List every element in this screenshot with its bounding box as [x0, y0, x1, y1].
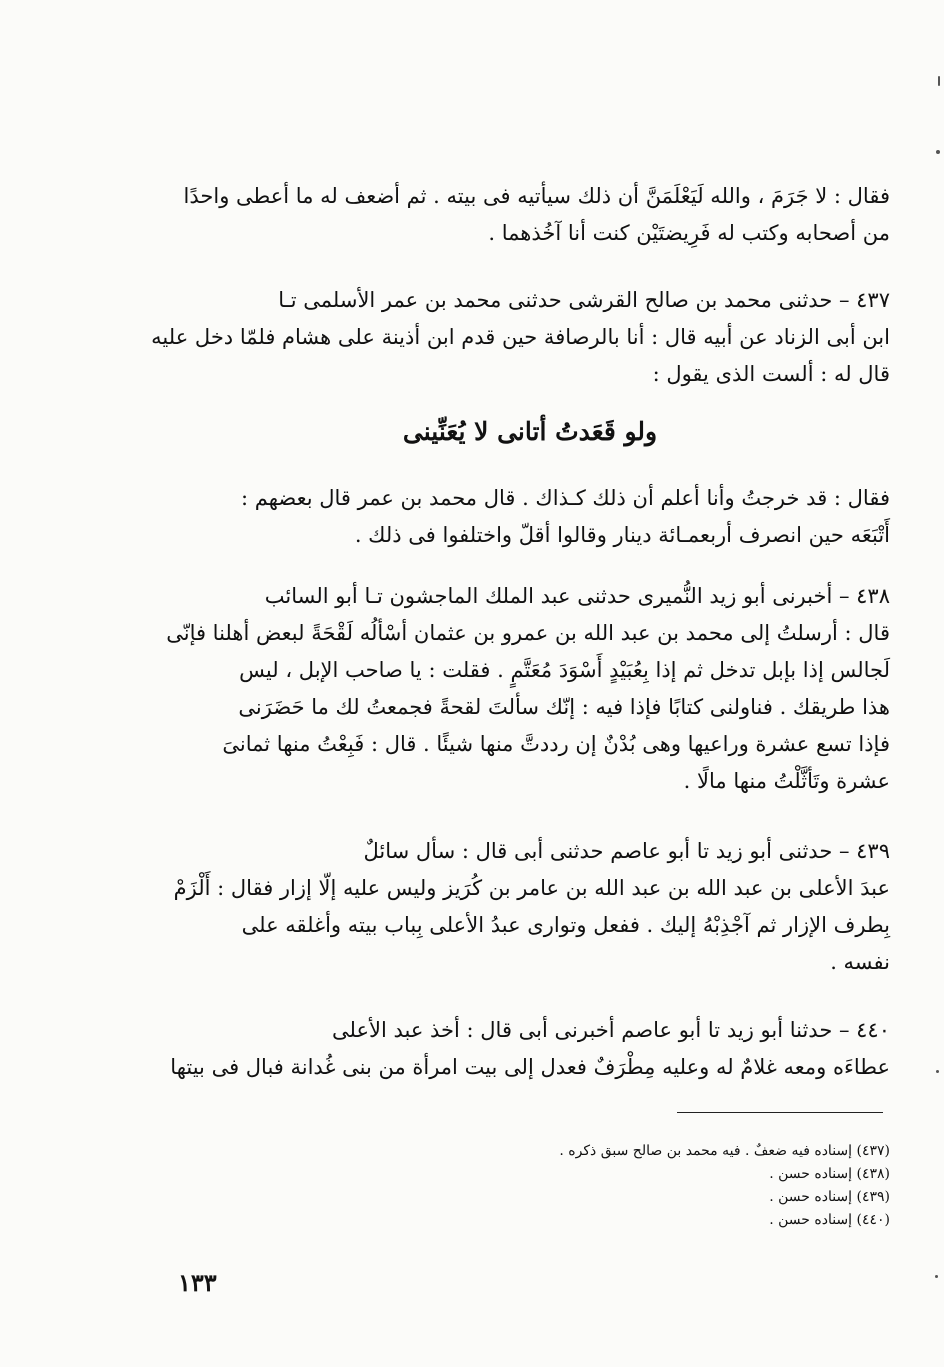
footnote-divider: [677, 1112, 883, 1113]
verse-line: ولو قَعَدتُ أتانى لا يُعَنِّينى: [402, 417, 658, 446]
text-line: من أصحابه وكتب له فَرِيضتَيْن كنت أنا آخُذهما .: [488, 221, 890, 245]
text-line: هذا طريقك . فناولنى كتابًا فإذا فيه : إنّك سألتَ لقحةً فجمعتُ لك ما حَضَرَنى: [238, 695, 890, 719]
text-line: ابن أبى الزناد عن أبيه قال : أنا بالرصافة حين قدم ابن أذينة على هشام فلمّا دخل عليه: [151, 325, 890, 349]
text-line: فقال : قد خرجتُ وأنا أعلم أن ذلك كـذاك . قال محمد بن عمر قال بعضهم :: [240, 486, 890, 510]
text-line: عطاءَه ومعه غلامٌ له وعليه مِطْرَفٌ فعدل إلى بيت امرأة من بنى غُدانة فبال فى بيتها: [170, 1055, 890, 1079]
text-line: أَتْبَعَه حين انصرف أربعمـائة دينار وقالوا أقلّ واختلفوا فى ذلك .: [354, 523, 890, 547]
text-line: عبدَ الأعلى بن عبد الله بن عبد الله بن عامر بن كُرَيز وليس عليه إلّا إزار فقال : أَلْزَمْ: [173, 876, 890, 900]
paragraph-438: [166, 578, 890, 800]
text-line: ٤٣٧ – حدثنى محمد بن صالح القرشى حدثنى محمد بن عمر الأسلمى تـا: [278, 288, 890, 312]
text-line: ٤٤٠ – حدثنا أبو زيد تا أبو عاصم أخبرنى أبى قال : أخذ عبد الأعلى: [332, 1018, 890, 1042]
text-line: قال له : ألست الذى يقول :: [652, 362, 890, 386]
paragraph-440: [170, 1012, 890, 1086]
text-line: فإذا تسع عشرة وراعيها وهى بُدْنٌ إن رددتَّ منها شيئًا . قال : فَبِعْتُ منها ثمانىَ: [222, 732, 890, 756]
footnote: (٤٤٠) إسناده حسن .: [769, 1212, 890, 1228]
scan-speck: [935, 1275, 938, 1278]
footnote: (٤٣٩) إسناده حسن .: [769, 1189, 890, 1205]
footnotes: [400, 1140, 890, 1232]
paragraph-437: [151, 282, 890, 393]
paragraph-after-verse: [170, 480, 890, 554]
text-line: عشرة وتَأثَّلْتُ منها مالًا .: [683, 769, 890, 793]
page-number: ١٣٣: [178, 1268, 217, 1297]
footnote: (٤٣٨) إسناده حسن .: [769, 1166, 890, 1182]
text-line: فقال : لا جَرَمَ ، والله لَيَعْلَمَنَّ أن ذلك سيأتيه فى بيته . ثم أضعف له ما أعطى واحدًا: [183, 184, 890, 208]
scan-speck: [936, 1070, 939, 1073]
paragraph-continuation: [170, 178, 890, 252]
text-line: بِطرف الإزار ثم آجْذِبْهُ إليك . ففعل وتوارى عبدُ الأعلى بِباب بيته وأغلقه على: [241, 913, 890, 937]
text-line: ٤٣٨ – أخبرنى أبو زيد النُّميرى حدثنى عبد الملك الماجشون تـا أبو السائب: [264, 584, 890, 608]
text-line: نفسه .: [830, 950, 890, 974]
text-line: قال : أرسلتُ إلى محمد بن عبد الله بن عمرو بن عثمان أسْألُه لَقْحَةً لبعض أهلنا فإنّى: [166, 621, 890, 645]
footnote: (٤٣٧) إسناده فيه ضعفٌ . فيه محمد بن صالح سبق ذكره .: [559, 1143, 890, 1159]
scan-speck: [938, 76, 940, 86]
text-line: ٤٣٩ – حدثنى أبو زيد تا أبو عاصم حدثنى أبى قال : سأل سائلٌ: [363, 839, 890, 863]
scan-speck: [936, 150, 940, 154]
paragraph-439: [170, 833, 890, 981]
text-line: لَجالس إذا بإبل تدخل ثم إذا بِعُبَيْدٍ أَسْوَدَ مُعَتَّمٍ . فقلت : يا صاحب الإبل ، ليس: [239, 658, 890, 682]
